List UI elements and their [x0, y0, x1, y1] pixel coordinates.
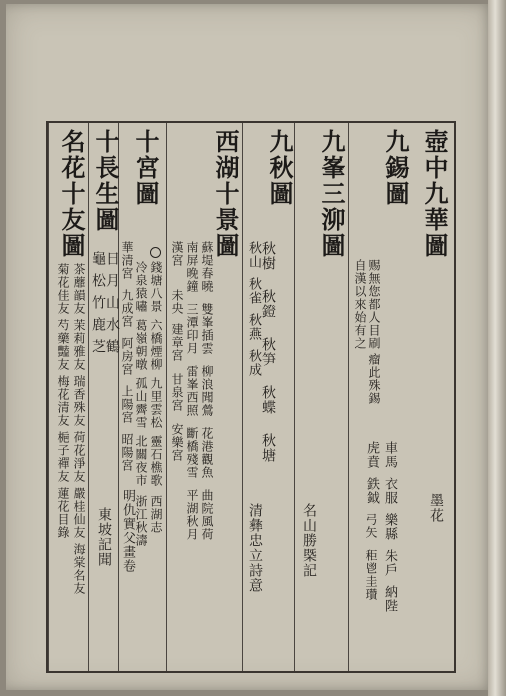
c5-r1-2: 柳浪聞鶯: [200, 365, 214, 417]
c7-r2-3: 鹿: [90, 317, 106, 332]
c5-r1-4: 曲院風荷: [200, 489, 214, 541]
c5-r1-3: 花港觀魚: [200, 427, 214, 479]
c5-r3-1: 六橋煙柳: [149, 319, 163, 371]
title-jiu-xi: 九錫圖: [381, 129, 410, 207]
c6-r2-3: 上陽宮: [120, 385, 134, 424]
c4-r1-3: 秋蝶: [260, 385, 276, 415]
author-dong-po: 東坡記聞: [96, 507, 112, 567]
title-shi-chang-sheng: 十長生圖: [91, 129, 120, 233]
c7-r1-2: 山: [104, 295, 120, 310]
c1-a-0: 車馬: [382, 441, 397, 469]
c7-r1-4: 鶴: [104, 339, 120, 354]
c8-r1-4: 嚴桂仙友: [72, 487, 86, 539]
c4-r2-0: 秋山: [246, 241, 261, 269]
note-jiu-xi-1b: 瘤此殊錫: [367, 353, 381, 405]
c1-b-0: 虎賁: [364, 441, 379, 469]
c6-r2-0: 華清宮: [120, 241, 134, 280]
c1-b-3: 秬鬯圭瓚: [364, 549, 378, 601]
c5-r2-1: 三潭印月: [185, 303, 199, 355]
c8-r2-0: 菊花佳友: [56, 263, 70, 315]
c5-r3-3: 靈石樵歌: [149, 435, 163, 487]
c4-r1-4: 秋塘: [260, 433, 276, 463]
author-ming-shan: 名山勝槩記: [301, 503, 317, 578]
c1-b-2: 弓矢: [364, 513, 378, 539]
c1-b-1: 鉄鉞: [364, 477, 379, 505]
c5-r4-2: 孤山霽雪: [134, 377, 148, 429]
c5-r3-0: 錢塘八景: [149, 261, 163, 313]
c7-r1-3: 水: [104, 317, 120, 332]
c6-r1-1: 未央: [170, 289, 184, 315]
c7-r2-0: 龜: [90, 251, 106, 266]
c6-r1-4: 安樂宮: [170, 423, 184, 462]
column-shi-chang-sheng: [88, 123, 118, 671]
c1-a-2: 樂縣: [382, 513, 397, 541]
c4-r2-1: 秋雀: [246, 277, 261, 305]
c5-r4-1: 葛嶺朝暾: [134, 319, 148, 371]
c7-r1-0: 日: [104, 251, 120, 266]
book-fore-edge: [488, 0, 506, 696]
column-hu-zhong-jiu-hua: [410, 123, 456, 671]
c6-r2-2: 阿房宮: [120, 337, 134, 376]
c5-r4-3: 北關夜市: [134, 435, 148, 487]
c7-r2-1: 松: [90, 273, 106, 288]
marginal-mo-hua: 墨花: [428, 493, 444, 523]
c5-r1-1: 雙峯插雲: [200, 303, 214, 355]
c8-r2-3: 梔子禪友: [56, 431, 70, 483]
note-jiu-xi-2: 自漢以來始有之: [353, 259, 367, 350]
title-ming-hua-shi-you: 名花十友圖: [57, 129, 86, 259]
c4-r1-2: 秋笋: [260, 337, 276, 367]
c8-r1-2: 瑞香殊友: [72, 375, 86, 427]
c8-r2-4: 蓮花目錄: [56, 487, 70, 539]
c6-r2-1: 九成宮: [120, 289, 134, 328]
c5-r1-0: 蘇堤春曉: [200, 241, 214, 293]
title-xi-hu-shi-jing: 西湖十景圖: [211, 129, 240, 259]
title-shi-gong: 十宮圖: [131, 129, 160, 207]
c8-r1-3: 荷花淨友: [72, 431, 86, 483]
c4-r1-1: 秋鐙: [260, 289, 276, 319]
c1-a-3: 朱戶: [382, 549, 397, 577]
c7-r2-4: 芝: [90, 339, 106, 354]
c4-r1-0: 秋樹: [260, 241, 276, 271]
c4-r2-3: 秋成: [246, 349, 261, 377]
title-jiu-feng-san-mao: 九峯三泖圖: [317, 129, 346, 259]
c5-r2-0: 南屏晚鐘: [185, 241, 199, 293]
c1-a-4: 納陛: [382, 585, 397, 613]
c5-r5-0: 浙江秋濤: [134, 495, 148, 547]
c6-r1-0: 漢宮: [170, 241, 184, 267]
c7-r1-1: 月: [104, 273, 120, 288]
c8-r1-5: 海棠名友: [72, 543, 86, 595]
c6-r1-3: 甘泉宮: [170, 373, 184, 412]
c5-r2-3: 斷橋殘雪: [185, 427, 199, 479]
c4-r2-2: 秋燕: [246, 313, 261, 341]
c8-r2-2: 梅花清友: [56, 375, 70, 427]
column-jiu-xi: [348, 123, 410, 671]
author-qiu-shi-fu: 明仇實父畫卷: [120, 489, 135, 573]
c5-r5-1: 西湖志: [149, 495, 163, 534]
c1-a-1: 衣服: [382, 477, 397, 505]
c8-r1-0: 茶蘼韻友: [72, 263, 86, 315]
c5-r3-2: 九里雲松: [149, 377, 163, 429]
c5-r2-2: 雷峯西照: [185, 365, 199, 417]
title-jiu-qiu: 九秋圖: [265, 129, 294, 207]
column-jiu-feng-san-mao: [294, 123, 348, 671]
c6-r1-2: 建章宮: [170, 323, 184, 362]
foot-qing-yi: 清彝忠立詩意: [247, 503, 263, 593]
book-page: [6, 4, 492, 690]
note-jiu-xi-1: 赐無您都人目刷: [367, 259, 381, 350]
c6-r2-4: 昭陽宮: [120, 433, 134, 472]
c8-r1-1: 茉莉雅友: [72, 319, 86, 371]
title-hu-zhong-jiu-hua: 壺中九華圖: [420, 129, 449, 259]
content-frame: [46, 121, 456, 673]
c8-r2-1: 芍藥豔友: [56, 319, 70, 371]
c5-r2-4: 平湖秋月: [185, 489, 199, 541]
c5-r4-0: 冷泉猿嘯: [134, 261, 148, 313]
c7-r2-2: 竹: [90, 295, 106, 310]
circle-mark-icon: [150, 247, 161, 258]
